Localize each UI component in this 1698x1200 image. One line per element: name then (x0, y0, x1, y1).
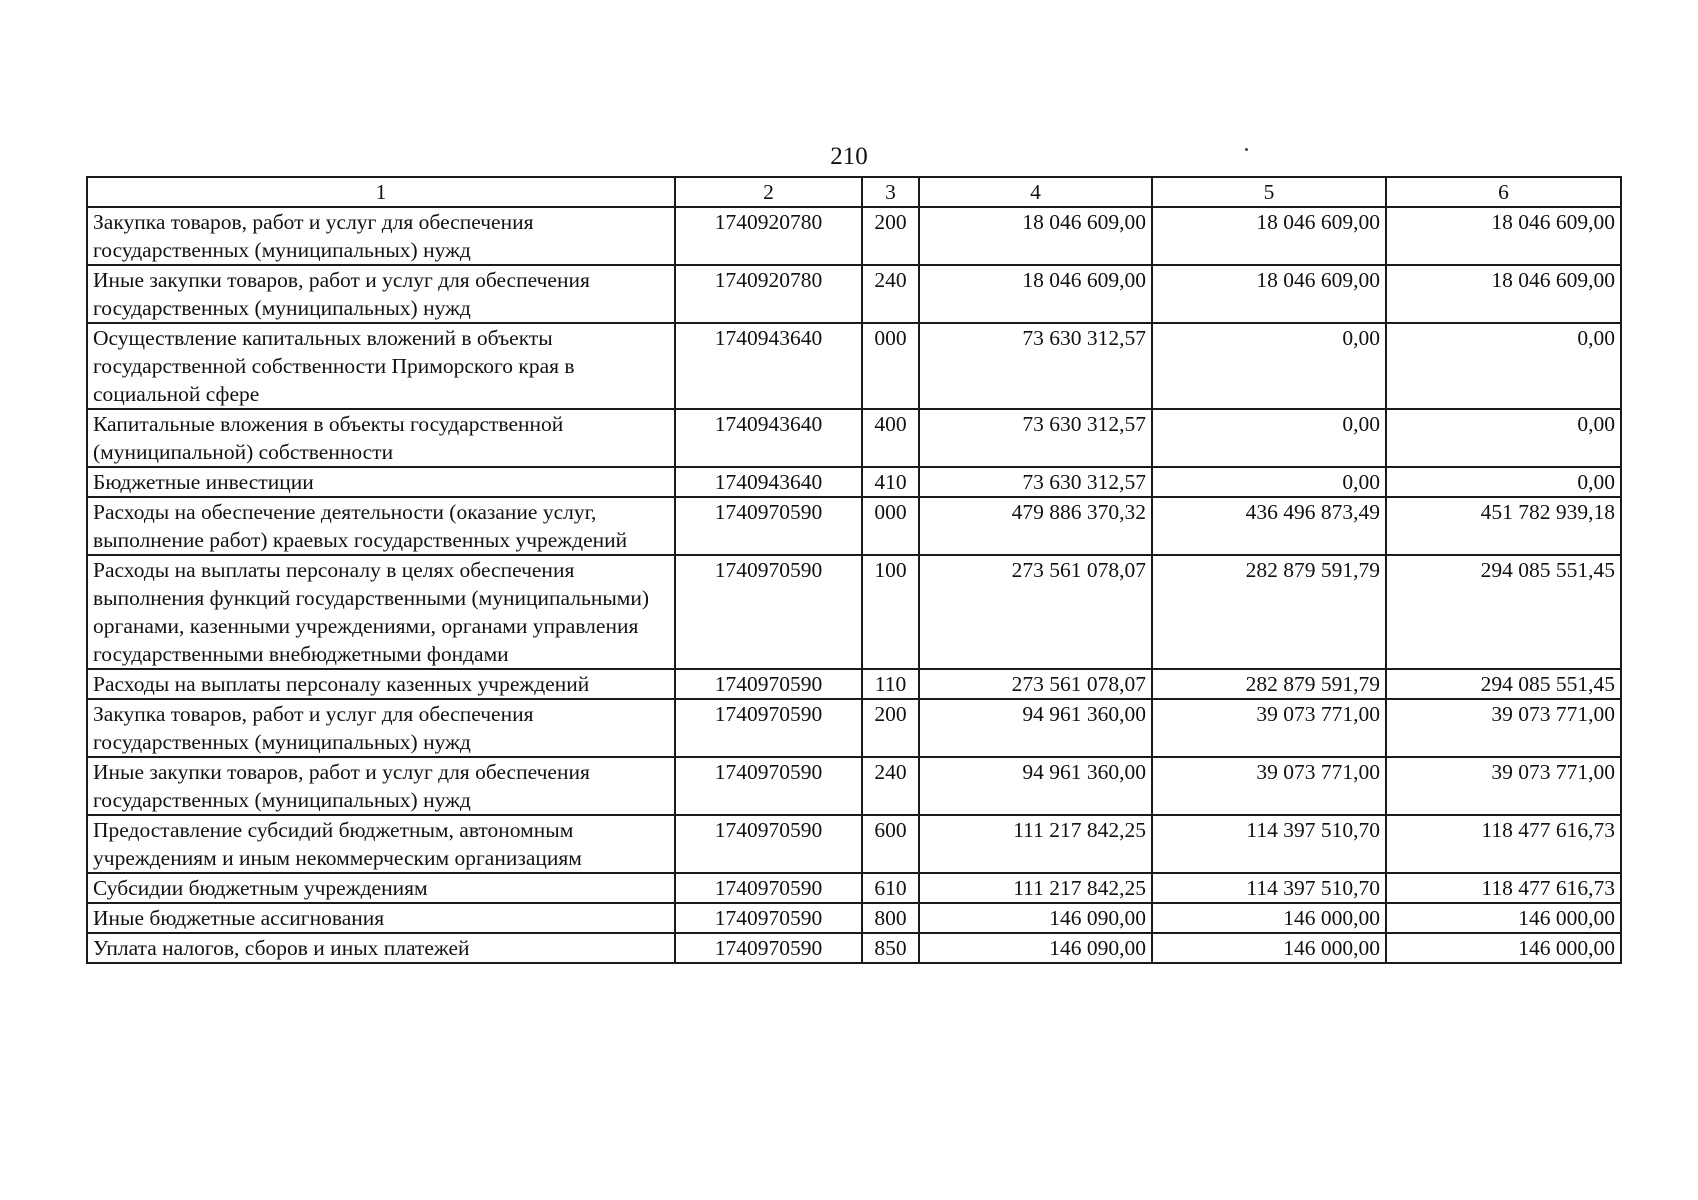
table-row (87, 265, 1621, 323)
expense-type-code: 200 (862, 207, 919, 265)
scan-speck (1245, 148, 1248, 151)
amount-col-6: 294 085 551,45 (1386, 669, 1621, 699)
amount-col-4: 111 217 842,25 (919, 873, 1152, 903)
budget-table (86, 176, 1622, 964)
table-row (87, 873, 1621, 903)
table-row (87, 409, 1621, 467)
expense-name: Предоставление субсидий бюджетным, автономным учреждениям и иным некоммерческим организациям (87, 815, 675, 873)
expense-name: Расходы на выплаты персоналу казенных учреждений (87, 669, 675, 699)
table-row (87, 903, 1621, 933)
amount-col-5: 282 879 591,79 (1152, 555, 1386, 669)
target-article-code: 1740920780 (675, 207, 862, 265)
amount-col-5: 39 073 771,00 (1152, 757, 1386, 815)
target-article-code: 1740943640 (675, 409, 862, 467)
expense-type-code: 240 (862, 757, 919, 815)
amount-col-4: 18 046 609,00 (919, 265, 1152, 323)
header-col-2: 2 (675, 177, 862, 207)
expense-type-code: 610 (862, 873, 919, 903)
amount-col-4: 94 961 360,00 (919, 757, 1152, 815)
amount-col-6: 18 046 609,00 (1386, 207, 1621, 265)
expense-type-code: 000 (862, 323, 919, 409)
amount-col-4: 73 630 312,57 (919, 409, 1152, 467)
expense-name: Субсидии бюджетным учреждениям (87, 873, 675, 903)
target-article-code: 1740970590 (675, 699, 862, 757)
expense-type-code: 200 (862, 699, 919, 757)
table-row (87, 467, 1621, 497)
amount-col-6: 39 073 771,00 (1386, 699, 1621, 757)
expense-name: Иные закупки товаров, работ и услуг для обеспечения государственных (муниципальных) нужд (87, 265, 675, 323)
expense-name: Иные закупки товаров, работ и услуг для обеспечения государственных (муниципальных) нужд (87, 757, 675, 815)
table-row (87, 323, 1621, 409)
header-col-5: 5 (1152, 177, 1386, 207)
expense-name: Расходы на выплаты персоналу в целях обеспечения выполнения функций государственными (муниципальными) органами, казенными учреждениями, органами управления государственными внебюджетными фондами (87, 555, 675, 669)
target-article-code: 1740970590 (675, 903, 862, 933)
expense-name: Бюджетные инвестиции (87, 467, 675, 497)
amount-col-4: 94 961 360,00 (919, 699, 1152, 757)
amount-col-6: 0,00 (1386, 467, 1621, 497)
header-col-3: 3 (862, 177, 919, 207)
target-article-code: 1740970590 (675, 497, 862, 555)
amount-col-4: 273 561 078,07 (919, 555, 1152, 669)
expense-name: Расходы на обеспечение деятельности (оказание услуг, выполнение работ) краевых государственных учреждений (87, 497, 675, 555)
expense-name: Капитальные вложения в объекты государственной (муниципальной) собственности (87, 409, 675, 467)
header-col-1: 1 (87, 177, 675, 207)
expense-name: Осуществление капитальных вложений в объекты государственной собственности Приморского края в социальной сфере (87, 323, 675, 409)
table-row (87, 669, 1621, 699)
amount-col-4: 18 046 609,00 (919, 207, 1152, 265)
target-article-code: 1740970590 (675, 873, 862, 903)
amount-col-4: 146 090,00 (919, 903, 1152, 933)
amount-col-6: 146 000,00 (1386, 903, 1621, 933)
expense-type-code: 800 (862, 903, 919, 933)
amount-col-6: 451 782 939,18 (1386, 497, 1621, 555)
table-row (87, 933, 1621, 963)
amount-col-6: 39 073 771,00 (1386, 757, 1621, 815)
amount-col-5: 282 879 591,79 (1152, 669, 1386, 699)
amount-col-5: 436 496 873,49 (1152, 497, 1386, 555)
target-article-code: 1740943640 (675, 467, 862, 497)
expense-type-code: 400 (862, 409, 919, 467)
expense-type-code: 000 (862, 497, 919, 555)
target-article-code: 1740970590 (675, 757, 862, 815)
target-article-code: 1740970590 (675, 815, 862, 873)
amount-col-6: 294 085 551,45 (1386, 555, 1621, 669)
amount-col-5: 146 000,00 (1152, 903, 1386, 933)
table-row (87, 699, 1621, 757)
amount-col-4: 479 886 370,32 (919, 497, 1152, 555)
amount-col-6: 0,00 (1386, 409, 1621, 467)
amount-col-5: 0,00 (1152, 467, 1386, 497)
amount-col-5: 146 000,00 (1152, 933, 1386, 963)
amount-col-4: 73 630 312,57 (919, 323, 1152, 409)
header-col-6: 6 (1386, 177, 1621, 207)
amount-col-6: 18 046 609,00 (1386, 265, 1621, 323)
page-number: 210 (830, 143, 868, 170)
header-col-4: 4 (919, 177, 1152, 207)
expense-name: Уплата налогов, сборов и иных платежей (87, 933, 675, 963)
expense-name: Иные бюджетные ассигнования (87, 903, 675, 933)
amount-col-6: 118 477 616,73 (1386, 873, 1621, 903)
amount-col-5: 0,00 (1152, 323, 1386, 409)
expense-name: Закупка товаров, работ и услуг для обеспечения государственных (муниципальных) нужд (87, 699, 675, 757)
table-row (87, 207, 1621, 265)
amount-col-5: 18 046 609,00 (1152, 265, 1386, 323)
table-row (87, 757, 1621, 815)
expense-type-code: 410 (862, 467, 919, 497)
amount-col-6: 0,00 (1386, 323, 1621, 409)
table-row (87, 815, 1621, 873)
amount-col-5: 0,00 (1152, 409, 1386, 467)
amount-col-4: 73 630 312,57 (919, 467, 1152, 497)
expense-type-code: 600 (862, 815, 919, 873)
expense-type-code: 240 (862, 265, 919, 323)
target-article-code: 1740920780 (675, 265, 862, 323)
table-row (87, 555, 1621, 669)
header-row (87, 177, 1621, 207)
expense-type-code: 850 (862, 933, 919, 963)
amount-col-6: 118 477 616,73 (1386, 815, 1621, 873)
amount-col-6: 146 000,00 (1386, 933, 1621, 963)
target-article-code: 1740970590 (675, 555, 862, 669)
amount-col-4: 111 217 842,25 (919, 815, 1152, 873)
expense-type-code: 110 (862, 669, 919, 699)
amount-col-5: 18 046 609,00 (1152, 207, 1386, 265)
table-row (87, 497, 1621, 555)
amount-col-5: 114 397 510,70 (1152, 873, 1386, 903)
amount-col-5: 39 073 771,00 (1152, 699, 1386, 757)
target-article-code: 1740943640 (675, 323, 862, 409)
expense-type-code: 100 (862, 555, 919, 669)
expense-name: Закупка товаров, работ и услуг для обеспечения государственных (муниципальных) нужд (87, 207, 675, 265)
amount-col-4: 146 090,00 (919, 933, 1152, 963)
amount-col-4: 273 561 078,07 (919, 669, 1152, 699)
amount-col-5: 114 397 510,70 (1152, 815, 1386, 873)
target-article-code: 1740970590 (675, 933, 862, 963)
target-article-code: 1740970590 (675, 669, 862, 699)
